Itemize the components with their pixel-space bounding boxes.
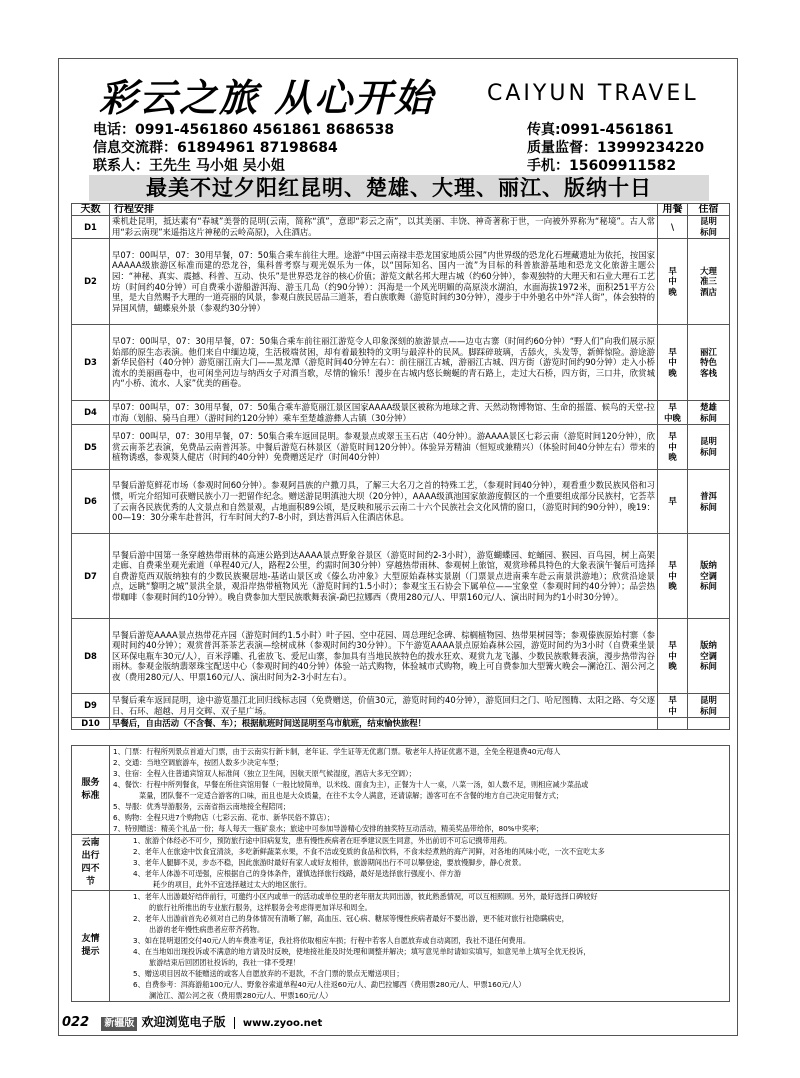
day-meals: 早 中 晚 [658, 534, 688, 619]
day-hotel: 大理 准三 酒店 [688, 239, 730, 325]
note-line: 1、旅游个体经必不可少，预防旅行途中旧病复发，患有慢性疾病者在旺季建议医生同意，外出前切不可忘记携带用药。 [133, 836, 512, 845]
day-itinerary: 早餐后游览鲜花市场（参观时间60分钟）。参观阿昌族的户撒刀具，了解三大名刀之首的特殊工艺，（参观时间40分钟），观看重少数民族风俗和习惯，听完介绍知可获赠民族小刀一把留作纪念。赠送游昆明滇池大坝（20分钟），AAAA级滇池国家旅游度假区的一个重要组成部分民族村，它荟萃了云南各民族优秀的人文景点和自然景观，占地面积89公顷，是反映和展示云南二十六个民族社会文化风情的窗口，（游览时间约90分钟），晚19：00—19：30分乘车赴普洱，行车时间大约7-8小时，到达普洱后入住酒店休息。 [110, 470, 658, 534]
note-line: 澜沧江、湄公河之夜（费用票280元/人、甲票160元/人） [149, 991, 333, 1000]
section-content [110, 891, 730, 1002]
note-line: 4、在当地如出现投诉或不满意的地方请及时反映，使地接社能及时处理和调整并解决；填写意见单时请如实填写，如意见单上填写全优无投诉， [133, 947, 591, 956]
day-label: D2 [72, 239, 110, 325]
day-meals: 早 中 晚 [658, 239, 688, 325]
table-row [72, 425, 730, 470]
day-meals [658, 718, 688, 730]
note-line: 3、住宿：全程入住普通宾馆双人标准间（独立卫生间，因航天原气候湿度，酒店大多无空调）； [113, 769, 416, 778]
note-line: 4、餐饮：行程中所列餐食，早餐在所住宾馆用餐（一般比较简单，以米线、面食为主），正餐为十人一桌，八菜一汤，如人数不足，则相应减少菜品或 [113, 780, 589, 789]
table-row [72, 619, 730, 694]
section-label: 云南 出行 四不 节 [72, 835, 110, 891]
header-itinerary: 行程安排 [110, 204, 658, 216]
info-group: 信息交流群：61894961 87198684 [93, 140, 338, 156]
note-line: 2、交通：当地空调旅游车，按团人数多少决定车型； [113, 758, 283, 767]
note-line: 3、老年人腿脚不灵，步态不稳，因此旅游时最好有家人或好友相伴，旅游期间出行不可以攀登途，要放慢脚步，静心赏景。 [133, 858, 526, 867]
table-row [72, 694, 730, 718]
day-hotel: 昆明 标间 [688, 694, 730, 718]
day-label: D4 [72, 401, 110, 425]
travel-tips-section [72, 835, 730, 891]
note-line: 菜量，团队餐不一定适合游客的口味，而且也是大众质量，在往不太令人满意，还请谅解；游客可在不含餐的地方自己决定用餐方式； [139, 791, 564, 800]
day-hotel: 丽江 特色 客栈 [688, 325, 730, 401]
note-line: 3、如在昆明退团交付40元/人的车费准考证，我社将依取相应车损；行程中若客人自愿放弃或自动离团，我社不退任何费用。 [133, 936, 531, 945]
brand-title: 彩云之旅 从心开始 [99, 75, 435, 120]
friendly-reminder-section [72, 891, 730, 1002]
day-label: D6 [72, 470, 110, 534]
day-itinerary: 早餐后乘车返回昆明，途中游览墨江北回归线标志园（免费赠送，价值30元，游览时间约40分钟），游览回归之门、哈尼图腾、太阳之路、夸父逐日、石环、超越、月月交辉、双子星广场。 [110, 694, 658, 718]
note-line: 6、购物：全程只进7个购物店（七彩云南、花市、新华民俗不算店）； [113, 813, 335, 822]
day-label: D1 [72, 216, 110, 239]
table-row [72, 718, 730, 730]
phone-numbers: 电话：0991-4561860 4561861 8686538 [93, 122, 395, 138]
day-hotel: 昆明 标间 [688, 216, 730, 239]
notes-table [71, 745, 730, 1002]
day-hotel [688, 718, 730, 730]
day-label: D10 [72, 718, 110, 730]
header-meal: 用餐 [658, 204, 688, 216]
day-label: D5 [72, 425, 110, 470]
day-hotel: 楚雄 标间 [688, 401, 730, 425]
note-line: 5、赠送项目因故不能赠送的或客人自愿放弃的不退款，不含门票的景点无赠送项目； [133, 969, 404, 978]
day-itinerary: 早餐后游中国第一条穿越热带雨林的高速公路到达AAAA景点野象谷景区（游览时间约2-3小时），游览蝴蝶园、蛇蛹园、猴园、百鸟园，树上高架走廊、自费乘坐观光索道（单程40元/人，路程2公里，约需时间30分钟）穿越热带雨林、参观树上旅馆，观赏珍稀具特色的大象表演午餐后可选择自费游览西双版纳独有的少数民族聚居地-基诺山景区或《傣么功冲象》大型原始森林实景剧（门票景点进南乘车赴云南景洪游地）；欣赏沿途景点，远眺“黎明之城”景洪全景，观沿岸热带植物风光（游览时间约1.5小时）；参观宝玉石协会下属单位——宝象堂（参观时间约40分钟）；品尝热带咖啡（参观时间约10分钟）。晚自费参加大型民族歌舞表演-勐巴拉娜西（费用280元/人、甲票160元/人、演出时间为约1小时30分钟）。 [110, 534, 658, 619]
service-standard-section [72, 746, 730, 835]
table-row [72, 534, 730, 619]
note-line: 耗少的项目，此外不宜选择越过太大的地区旅行。 [153, 880, 312, 889]
day-itinerary: 早07：00叫早，07：30用早餐，07：50集合乘车游览丽江景区国家AAAA级景区被称为地球之背、天然动物博物馆、生命的摇篮、候鸟的天堂-拉市海（划船、骑马自理）（游时间约120分钟）乘车至楚雄游彝人古镇（30分钟） [110, 401, 658, 425]
note-line: 4、老年人体游不可逞强，应根据自己的身体条件，谨慎选择旅行线路，最好是选择旅行强度小、伴方游 [133, 869, 462, 878]
day-meals: \ [658, 216, 688, 239]
table-row [72, 325, 730, 401]
day-meals: 早 [658, 470, 688, 534]
note-line: 出游的老年慢性病患者应带齐药物。 [149, 925, 265, 934]
note-line: 1、门票：行程所列景点首道大门票，由于云南实行新卡制，老年证、学生证等无优惠门票。敬老年人持证优惠不退，全免全程退费40元/每人 [113, 747, 561, 756]
note-line: 旅游结束后回团团社投诉的，我社一律不受理！ [149, 958, 300, 967]
edition-tag: 新疆版 [101, 1017, 137, 1031]
section-content [110, 746, 730, 835]
day-hotel: 昆明 标间 [688, 425, 730, 470]
note-line: 7、特别赠送：精美个礼品一份；每人每天一瓶矿泉水；旅途中可参加导游精心安排的抽奖特互动活动，精美奖品带给你，80%中奖率； [113, 824, 544, 833]
header-hotel: 住宿 [688, 204, 730, 216]
footer-slogan: 欢迎浏览电子版 [141, 1015, 226, 1029]
day-label: D7 [72, 534, 110, 619]
day-hotel: 普洱 标间 [688, 470, 730, 534]
day-itinerary: 早餐后游览AAAA景点热带花卉园（游览时间约1.5小时）叶子园、空中花园、周总理纪念碑、棕榈植物园、热带果树园等；参观傣族原始村寨（参观时间约40分钟）；观赏普洱茶茶艺表演—绘树成林（参观时间约30分钟）。下午游览AAAA景点原始森林公园，游览时间约为3小时（自费乘坐景区环保电瓶车30元/人），百米浮雕、孔雀放飞、爱尼山寨，参加具有当地民族特色的拨水狂欢、观赏九龙飞瀑、少数民族歌舞表演，漫步热带沟谷雨林。参观金版纳翡翠珠宝配送中心（参观时间约40分钟）体验一站式购物，体验城市式购物，晚上可自费参加大型篝火晚会—澜沧江、湄公河之夜（费用280元/人、甲票160元/人、演出时间为2-3小时左右）。 [110, 619, 658, 694]
section-content [110, 835, 730, 891]
note-line: 2、老年人出游前首先必须对自己的身体情况有清晰了解，高血压、冠心病、糖尿等慢性疾病者最好不要出游，更不能对旅行社隐瞒病史， [133, 914, 569, 923]
tour-banner: 最美不过夕阳红昆明、楚雄、大理、丽江、版纳十日 [89, 175, 709, 201]
header-day: 天数 [72, 204, 110, 216]
day-meals: 早 中 [658, 694, 688, 718]
day-itinerary: 早07：00叫早，07：30用早餐，07：50集合乘车前往大理。途游“中国云南禄丰恐龙国家地质公园”内世界级的恐龙化石埋藏遗址为依托，按国家AAAAA级旅游区标准而建的恐龙谷，集科普考察与观光娱乐为一体，以“国际知名、国内一流”为目标的科普旅游基地和恐龙文化旅游主题公园：“神秘、真实、震撼、科普、互动、快乐”是世界恐龙谷的核心价值；游览文献名邦大理古城（约60分钟），参观独特的大理天和石业大理石工艺坊（时间约40分钟）可自费乘小游船游洱海、游玉几岛（约90分钟）：洱海是一个风光明媚的高原淡水湖泊，水面海拔1972米，面积251平方公里，是大自然赐予大理的一道亮丽的风景，参观白族民居品三道茶，看白族歌舞（游览时间约30分钟），漫步于中外驰名中外“洋人街”，体会独特的异国风情，蝴蝶泉外景（参观约30分钟） [110, 239, 658, 325]
day-itinerary: 早07：00叫早，07：30用早餐，07：50集合乘车返回昆明。参观景点或翠玉玉石店（40分钟）。游AAAA景区七彩云南（游览时间120分钟），欣赏云南茶艺表演，免费品云南普洱茶。中餐后游览石林景区（游览时间120分钟）。体验异芳精油（恒短或兼精兴）（体验时间40分钟左右）带来的植物诱惑，参观葵人健店（时间约40分钟）免费赠送足疗（时间40分钟） [110, 425, 658, 470]
day-hotel: 版纳 空调 标间 [688, 619, 730, 694]
day-meals: 早 中 晚 [658, 325, 688, 401]
section-label: 友情 提示 [72, 891, 110, 1002]
title-row [99, 67, 719, 120]
contact-persons: 联系人：王先生 马小姐 吴小姐 [93, 158, 285, 174]
note-line: 5、导服：优秀导游服务，云南省指云南地接全程陪同； [113, 802, 291, 811]
day-label: D9 [72, 694, 110, 718]
table-row [72, 470, 730, 534]
page-footer [62, 1013, 322, 1029]
day-meals: 早 中晚 [658, 401, 688, 425]
page-number: 022 [62, 1015, 90, 1030]
day-meals: 早 中 晚 [658, 619, 688, 694]
day-meals: 早 中 晚 [658, 425, 688, 470]
quality-supervision: 质量监督：13999234220 [527, 140, 705, 156]
note-line: 1、老年人出游最好结伴前行，可邀约小区内或单一的活动或单位里的老年朋友共同出游，彼此熟悉情况，可以互相照顾。另外，最好选择口碑较好 [133, 892, 598, 901]
day-label: D3 [72, 325, 110, 401]
day-itinerary: 早餐后，自由活动（不含餐、车）；根据航班时间送昆明至乌市航班，结束愉快旅程！ [110, 718, 658, 730]
day-itinerary: 乘机赴昆明，抵达素有“春城”美誉的昆明(云南，简称“滇”，意即“彩云之南”，以其美丽、丰饶、神奇著称于世，一向被外界称为“秘境”。古人常用“彩云南现”来遥指这片神秘的云岭高原)，入住酒店。 [110, 216, 658, 239]
footer-website[interactable]: www.zyoo.net [242, 1018, 323, 1029]
table-row [72, 401, 730, 425]
section-label: 服务 标准 [72, 746, 110, 835]
brochure-page [58, 58, 738, 1036]
note-line: 6、自费参考：洱海游船100元/人、野象谷索道单程40元/人往返60元/人、勐巴拉娜西（费用票280元/人、甲票160元/人） [133, 980, 526, 989]
table-row [72, 239, 730, 325]
footer-divider [234, 1017, 235, 1029]
day-itinerary: 早07：00叫早，07：30用早餐，07：50集合乘车前往丽江游览令人印象深刻的旅游景点——边屯古寨（时间约60分钟）“野人们”向我们展示原始部的原生态表演。他们来自中缅边境，生活极端贫困，却有着最独特的文明与最淳朴的民风。脚踩碎玻璃，舌舔火，头发等，新鲜惊险。游途游新华民俗村（40分钟）游览丽江南大门——黑龙潭（游览时间40分钟左右）：前往丽江古城，游丽江古城、四方街（游览时间约90分钟）走入小桥流水的美丽画卷中，也可闲坐河边与纳西女子对酒当歌，尽情的愉乐！漫步在古城内悠长蜿蜒的青石路上，走过大石桥，四方街，三口井，欣赏城内“小桥、流水、人家”优美的画卷。 [110, 325, 658, 401]
table-header-row [72, 204, 730, 216]
note-line: 的旅行社所推出的专业旅行服务，这样服务会考虑得更加详尽和周全。 [149, 903, 372, 912]
day-label: D8 [72, 619, 110, 694]
fax-number: 传真:0991-4561861 [527, 122, 674, 138]
note-line: 2、老年人在旅途中饮食宜清淡，多吃新鲜蔬菜水果，不食不洁或变质的食品和饮料，不食未经煮熟的海产河鲜，对各地的风味小吃，一次不宜吃太多 [133, 847, 605, 856]
day-hotel: 版纳 空调 标间 [688, 534, 730, 619]
brand-title-english: CAIYUN TRAVEL [487, 81, 699, 106]
mobile-number: 手机：15609911582 [527, 158, 677, 174]
table-row [72, 216, 730, 239]
itinerary-table [71, 203, 730, 730]
